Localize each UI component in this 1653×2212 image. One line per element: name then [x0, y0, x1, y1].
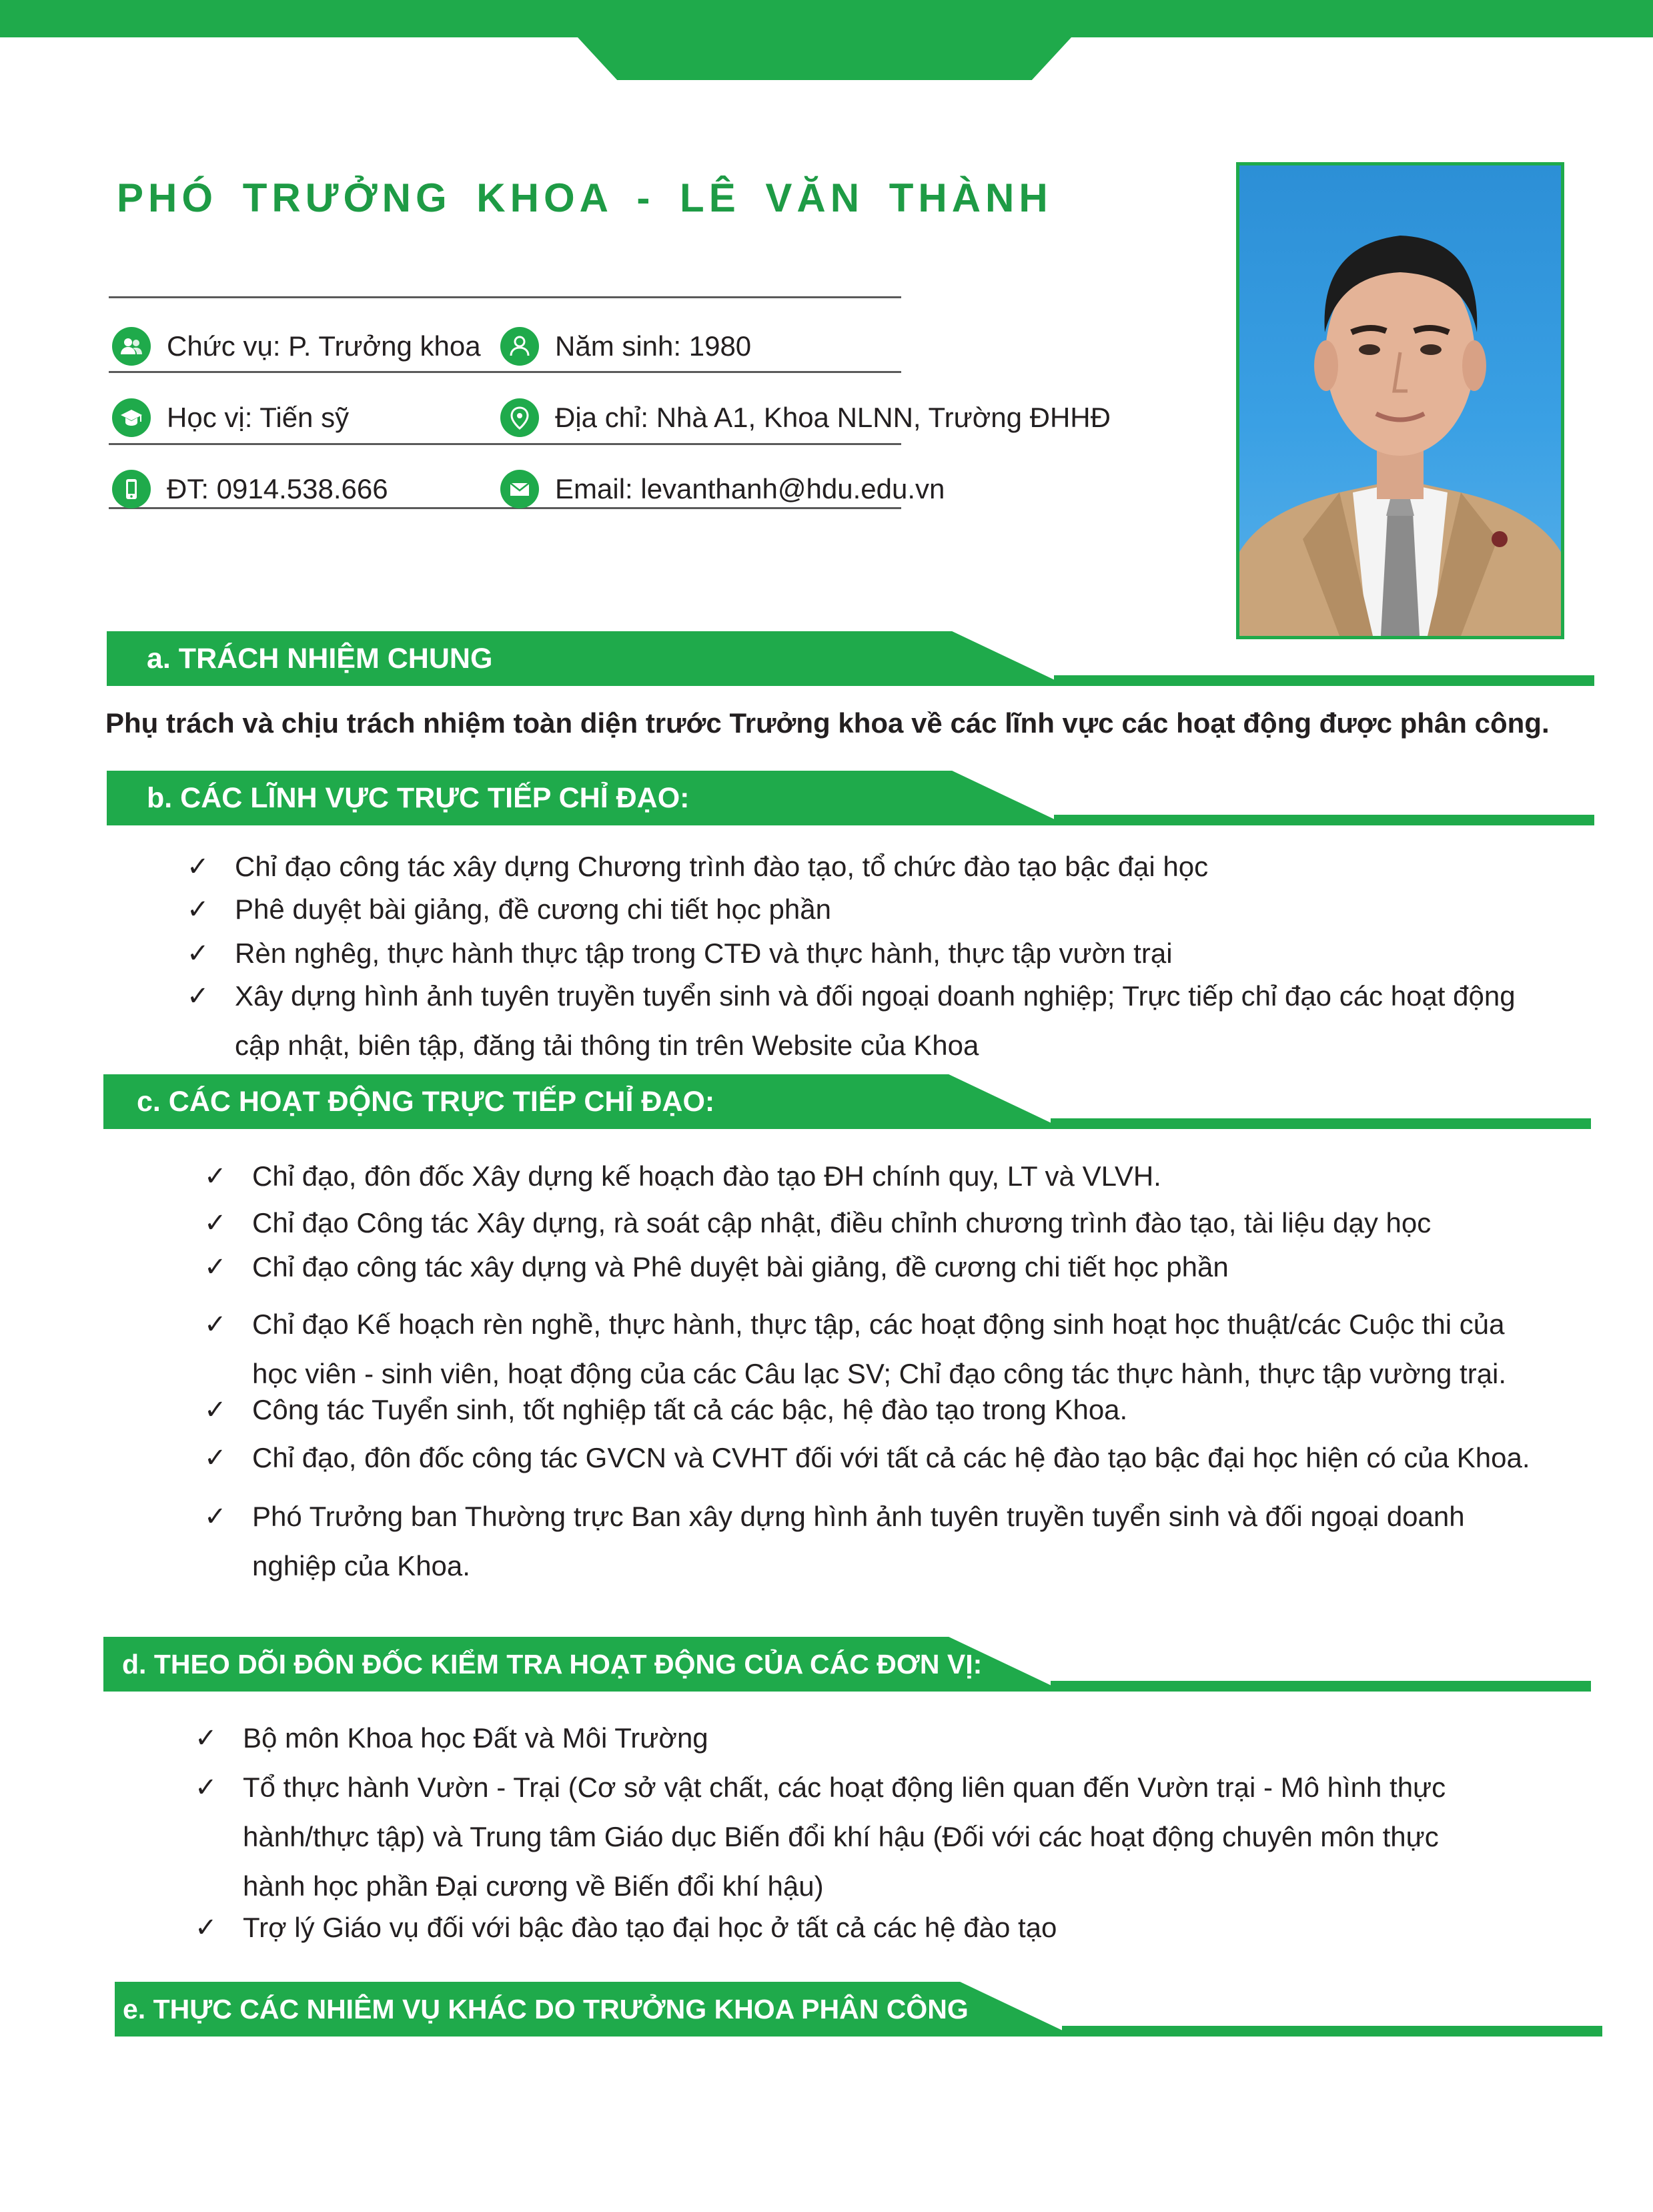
- section-b-item: [187, 972, 1516, 1070]
- section-a-text: Phụ trách và chịu trách nhiệm toàn diện trước Trưởng khoa về các lĩnh vực các hoạt động được phân công.: [105, 707, 1550, 739]
- section-c-item: [204, 1385, 1128, 1435]
- header-bar: [0, 0, 1653, 37]
- address-text: Địa chỉ: Nhà A1, Khoa NLNN, Trường ĐHHĐ: [555, 402, 1111, 433]
- section-b-item: [187, 929, 1173, 978]
- person-icon: [500, 327, 539, 366]
- checkmark-icon: ✓: [204, 1252, 227, 1282]
- section-c-item-line: Chỉ đạo, đôn đốc Xây dựng kế hoạch đào tạo ĐH chính quy, LT và VLVH.: [252, 1160, 1161, 1192]
- section-d-item-line: hành học phần Đại cương về Biến đổi khí hậu): [243, 1870, 824, 1902]
- section-c-title: c. CÁC HOẠT ĐỘNG TRỰC TIẾP CHỈ ĐẠO:: [137, 1085, 715, 1118]
- users-icon: [112, 327, 151, 366]
- section-c-item-line: Công tác Tuyển sinh, tốt nghiệp tất cả các bậc, hệ đào tạo trong Khoa.: [252, 1394, 1128, 1425]
- checkmark-icon: ✓: [195, 1773, 217, 1802]
- section-d-item-line: hành/thực tập) và Trung tâm Giáo dục Biến đổi khí hậu (Đối với các hoạt động chuyên môn thực: [243, 1821, 1439, 1852]
- section-b-item: [187, 885, 831, 934]
- divider-line: [109, 296, 901, 298]
- phone-icon: [112, 470, 151, 508]
- section-b-item-line: Chỉ đạo công tác xây dựng Chương trình đào tạo, tổ chức đào tạo bậc đại học: [235, 851, 1209, 882]
- section-c-item-line: Chỉ đạo, đôn đốc công tác GVCN và CVHT đối với tất cả các hệ đào tạo bậc đại học hiện có của Khoa.: [252, 1442, 1530, 1473]
- section-c-item: [204, 1492, 1465, 1591]
- info-birth: [500, 327, 751, 366]
- checkmark-icon: ✓: [204, 1162, 227, 1191]
- section-c-item-line: Chỉ đạo công tác xây dựng và Phê duyệt bài giảng, đề cương chi tiết học phần: [252, 1251, 1229, 1282]
- location-pin-icon: [500, 398, 539, 437]
- section-c-item-line: học viên - sinh viên, hoạt động của các Câu lạc SV; Chỉ đạo công tác thực hành, thực tập vường trại.: [252, 1358, 1507, 1389]
- info-position: [112, 327, 481, 366]
- checkmark-icon: ✓: [204, 1208, 227, 1238]
- section-b-item-line: Rèn nghêg, thực hành thực tập trong CTĐ và thực hành, thực tập vườn trại: [235, 938, 1173, 969]
- section-b-item-line: cập nhật, biên tập, đăng tải thông tin trên Website của Khoa: [235, 1030, 979, 1061]
- divider-line: [109, 443, 901, 445]
- section-c-item: [204, 1433, 1530, 1483]
- checkmark-icon: ✓: [195, 1724, 217, 1753]
- section-c-item: [204, 1198, 1432, 1248]
- section-d-item: [195, 1903, 1057, 1952]
- degree-text: Học vị: Tiến sỹ: [167, 402, 350, 433]
- checkmark-icon: ✓: [187, 895, 209, 924]
- section-e-title: e. THỰC CÁC NHIÊM VỤ KHÁC DO TRƯỞNG KHOA PHÂN CÔNG: [123, 1993, 969, 2024]
- section-c-item: [204, 1300, 1507, 1399]
- checkmark-icon: ✓: [187, 939, 209, 968]
- checkmark-icon: ✓: [204, 1395, 227, 1425]
- checkmark-icon: ✓: [195, 1913, 217, 1942]
- section-b-title: b. CÁC LĨNH VỰC TRỰC TIẾP CHỈ ĐẠO:: [147, 781, 690, 814]
- checkmark-icon: ✓: [204, 1502, 227, 1531]
- section-c-item-line: Chỉ đạo Công tác Xây dựng, rà soát cập nhật, điều chỉnh chương trình đào tạo, tài liệu dạy học: [252, 1207, 1432, 1238]
- phone-text: ĐT: 0914.538.666: [167, 473, 388, 504]
- section-d-item-line: Bộ môn Khoa học Đất và Môi Trường: [243, 1722, 708, 1754]
- portrait-illustration: [1239, 165, 1561, 636]
- info-address: [500, 398, 1111, 437]
- section-d-item-line: Trợ lý Giáo vụ đối với bậc đào tạo đại học ở tất cả các hệ đào tạo: [243, 1912, 1057, 1943]
- section-c-item-line: Chỉ đạo Kế hoạch rèn nghề, thực hành, thực tập, các hoạt động sinh hoạt học thuật/các Cuộc thi của: [252, 1309, 1505, 1340]
- envelope-icon: [500, 470, 539, 508]
- divider-line: [109, 371, 901, 373]
- birth-text: Năm sinh: 1980: [555, 330, 752, 362]
- section-c-item-line: Phó Trưởng ban Thường trực Ban xây dựng hình ảnh tuyên truyền tuyển sinh và đối ngoại doanh: [252, 1501, 1465, 1532]
- section-b-item-line: Xây dựng hình ảnh tuyên truyền tuyển sinh và đối ngoại doanh nghiệp; Trực tiếp chỉ đạo các hoạt động: [235, 980, 1516, 1012]
- page-title: PHÓ TRƯỞNG KHOA - LÊ VĂN THÀNH: [117, 175, 1053, 220]
- section-c-item: [204, 1242, 1229, 1292]
- section-c-item-line: nghiệp của Khoa.: [252, 1550, 470, 1581]
- checkmark-icon: ✓: [187, 852, 209, 881]
- header-tab: [578, 37, 1071, 80]
- checkmark-icon: ✓: [204, 1310, 227, 1339]
- section-d-item: [195, 1714, 708, 1763]
- section-b-item: [187, 842, 1209, 891]
- section-d-title: d. THEO DÕI ĐÔN ĐỐC KIỂM TRA HOẠT ĐỘNG CỦA CÁC ĐƠN VỊ:: [122, 1648, 983, 1680]
- graduation-cap-icon: [112, 398, 151, 437]
- info-email: [500, 470, 945, 508]
- section-b-item-line: Phê duyệt bài giảng, đề cương chi tiết học phần: [235, 893, 831, 925]
- section-a-title: a. TRÁCH NHIỆM CHUNG: [147, 642, 493, 675]
- info-phone: [112, 470, 388, 508]
- section-d-item: [195, 1763, 1446, 1911]
- checkmark-icon: ✓: [204, 1443, 227, 1473]
- section-c-item: [204, 1152, 1161, 1201]
- position-text: Chức vụ: P. Trưởng khoa: [167, 330, 481, 362]
- section-d-item-line: Tổ thực hành Vườn - Trại (Cơ sở vật chất, các hoạt động liên quan đến Vườn trại - Mô hình thực: [243, 1772, 1446, 1803]
- portrait-photo: [1236, 162, 1564, 639]
- info-degree: [112, 398, 349, 437]
- checkmark-icon: ✓: [187, 982, 209, 1011]
- email-text: Email: levanthanh@hdu.edu.vn: [555, 473, 945, 504]
